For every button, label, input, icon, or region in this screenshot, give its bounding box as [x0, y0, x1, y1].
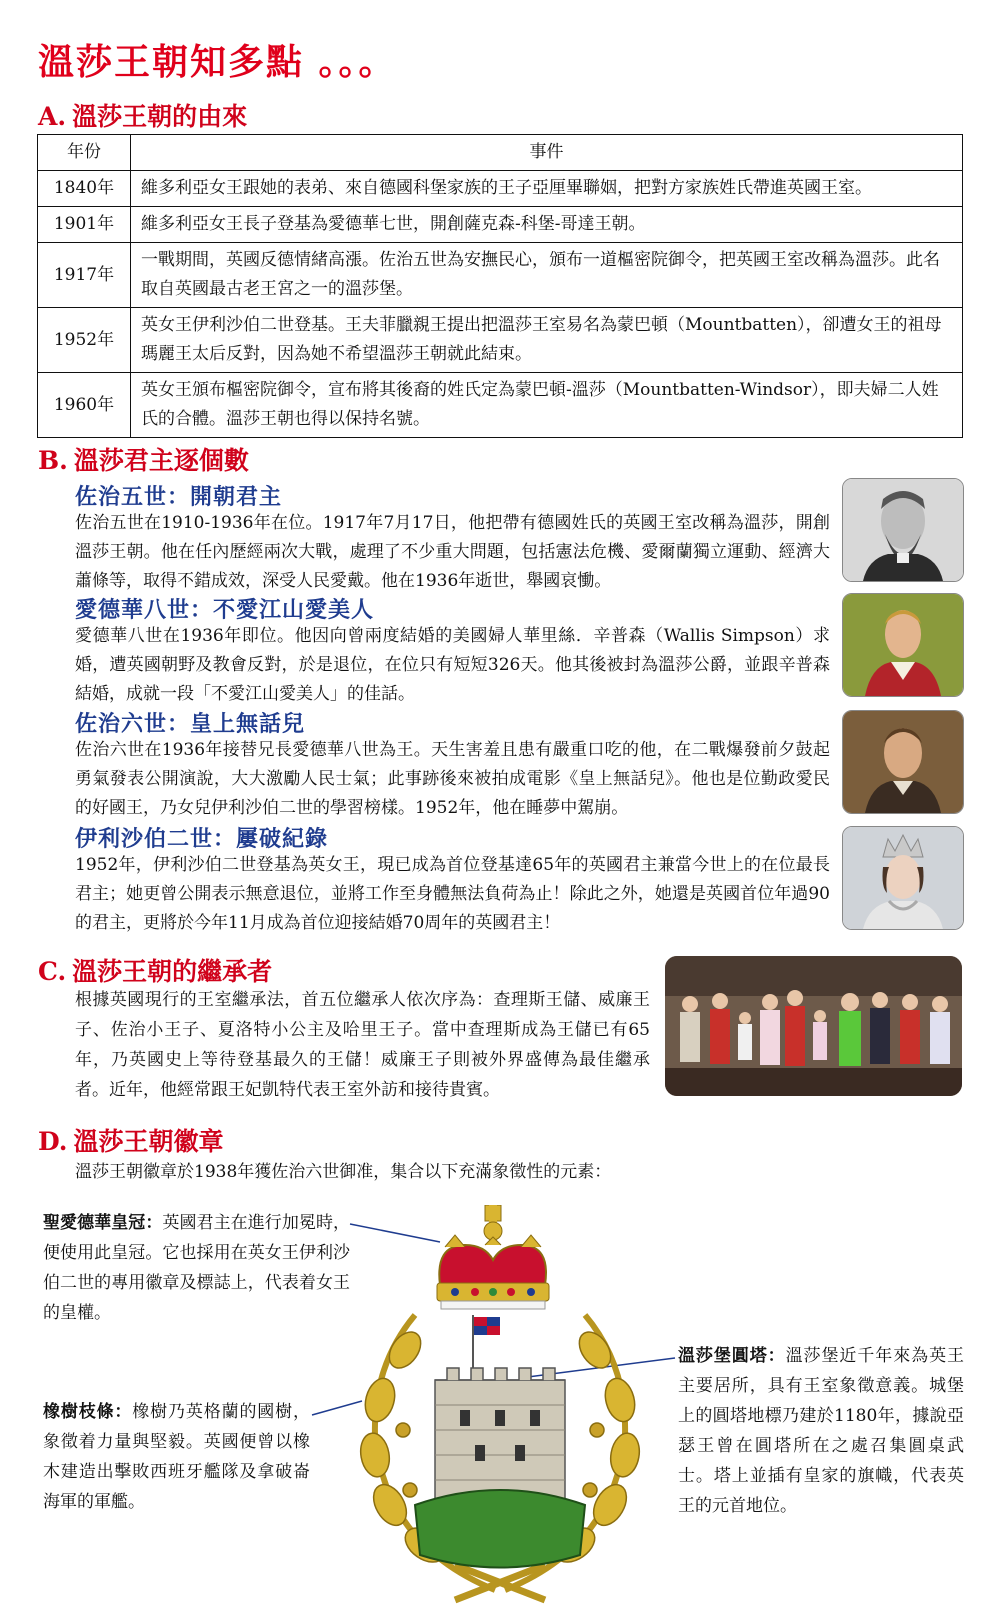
table-row	[38, 243, 963, 308]
section-d-letter: D.	[38, 1127, 68, 1156]
row-event: 一戰期間，英國反德情緒高漲。佐治五世為安撫民心，頒布一道樞密院御令，把英國王室改稱為溫莎。此名取自英國最古老王宮之一的溫莎堡。	[131, 243, 963, 308]
crown-text: 英國君主在進行加冕時，便使用此皇冠。它也採用在英女王伊利沙伯二世的專用徽章及標誌上，代表着女王的皇權。	[43, 1213, 351, 1323]
row-year: 1952年	[38, 308, 131, 373]
section-b-heading: 溫莎君主逐個數	[73, 446, 249, 475]
section-a-title	[38, 97, 247, 133]
row-year: 1901年	[38, 207, 131, 243]
crown-note	[43, 1208, 350, 1328]
row-event: 英女王頒布樞密院御令，宣布將其後裔的姓氏定為蒙巴頓-溫莎（Mountbatten-Windsor），即夫婦二人姓氏的合體。溫莎王朝也得以保持名號。	[131, 373, 963, 438]
portrait-elizabeth-ii	[842, 826, 964, 930]
royal-family-photo-image	[665, 956, 962, 1096]
section-a-letter: A.	[38, 102, 67, 131]
round-tower	[435, 1368, 565, 1500]
section-c-heading: 溫莎王朝的繼承者	[72, 957, 273, 986]
tower-term: 溫莎堡圓塔：	[678, 1346, 786, 1366]
section-b-title	[38, 441, 249, 477]
section-c-title	[38, 952, 272, 988]
section-d-title	[38, 1122, 224, 1158]
oak-text: 橡樹乃英格蘭的國樹，象徵着力量與堅毅。英國便曾以橡木建造出擊敗西班牙艦隊及拿破崙海軍的軍艦。	[43, 1402, 311, 1512]
portrait-edward-viii	[842, 593, 964, 697]
row-year: 1960年	[38, 373, 131, 438]
table-row	[38, 308, 963, 373]
oak-note	[43, 1397, 310, 1517]
st-edwards-crown	[437, 1205, 549, 1309]
green-mound	[415, 1490, 585, 1568]
royal-family-photo	[665, 956, 962, 1096]
table-row	[38, 171, 963, 207]
portrait-george-vi-image	[843, 711, 963, 813]
section-d-intro: 溫莎王朝徽章於1938年獲佐治六世御准，集合以下充滿象徵性的元素：	[75, 1162, 612, 1182]
monarch-title-elizabeth-ii: 伊利沙伯二世：屢破紀錄	[75, 826, 329, 852]
table-row	[38, 373, 963, 438]
monarch-text-george-vi: 佐治六世在1936年接替兄長愛德華八世為王。天生害羞且患有嚴重口吃的他，在二戰爆發前夕鼓起勇氣發表公開演說，大大激勵人民士氣；此事跡後來被拍成電影《皇上無話兒》。他也是位勤政愛民的好國王，乃女兒伊利沙伯二世的學習榜樣。1952年，他在睡夢中駕崩。	[75, 740, 830, 818]
section-a-heading: 溫莎王朝的由來	[72, 102, 248, 131]
row-event: 維多利亞女王長子登基為愛德華七世，開創薩克森-科堡-哥達王朝。	[131, 207, 963, 243]
table-row	[38, 207, 963, 243]
header-event: 事件	[131, 135, 963, 171]
monarch-text-elizabeth-ii: 1952年，伊利沙伯二世登基為英女王，現已成為首位登基達65年的英國君主兼當今世上的在位最長君主；她更曾公開表示無意退位，並將工作至身體無法負荷為止！除此之外，她還是英國首位年過90的君主，更將於今年11月成為首位迎接結婚70周年的英國君主！	[75, 855, 830, 933]
monarch-title-george-v: 佐治五世：開朝君主	[75, 484, 283, 510]
section-c-text: 根據英國現行的王室繼承法，首五位繼承人依次序為：查理斯王儲、威廉王子、佐治小王子、夏洛特小公主及哈里王子。當中查理斯成為王儲已有65年，乃英國史上等待登基最久的王儲！威廉王子則被外界盛傳為最佳繼承者。近年，他經常跟王妃凱特代表王室外訪和接待貴賓。	[75, 990, 650, 1100]
row-year: 1917年	[38, 243, 131, 308]
main-title: 溫莎王朝知多點 。。。	[38, 41, 397, 83]
monarch-title-george-vi: 佐治六世：皇上無話兒	[75, 711, 306, 737]
section-d-heading: 溫莎王朝徽章	[73, 1127, 224, 1156]
monarch-title-edward-viii: 愛德華八世：不愛江山愛美人	[75, 597, 375, 623]
row-event: 維多利亞女王跟她的表弟、來自德國科堡家族的王子亞厘畢聯姻，把對方家族姓氏帶進英國王室。	[131, 171, 963, 207]
windsor-badge-emblem	[345, 1205, 655, 1605]
section-c-letter: C.	[38, 957, 67, 986]
crown-term: 聖愛德華皇冠：	[43, 1213, 163, 1233]
header-year: 年份	[38, 135, 131, 171]
monarch-text-george-v: 佐治五世在1910-1936年在位。1917年7月17日，他把帶有德國姓氏的英國王室改稱為溫莎，開創溫莎王朝。他在任內歷經兩次大戰，處理了不少重大問題，包括憲法危機、愛爾蘭獨立運動、經濟大蕭條等，取得不錯成效，深受人民愛戴。他在1936年逝世，舉國哀慟。	[75, 513, 830, 591]
row-event: 英女王伊利沙伯二世登基。王夫菲臘親王提出把溫莎王室易名為蒙巴頓（Mountbatten），卻遭女王的祖母瑪麗王太后反對，因為她不希望溫莎王朝就此結束。	[131, 308, 963, 373]
tower-text: 溫莎堡近千年來為英王主要居所，具有王室象徵意義。城堡上的圓塔地標乃建於1180年，據說亞瑟王曾在圓塔所在之處召集圓桌武士。塔上並插有皇家的旗幟，代表英王的元首地位。	[678, 1346, 965, 1516]
portrait-george-v	[842, 478, 964, 582]
table-header-row	[38, 135, 963, 171]
row-year: 1840年	[38, 171, 131, 207]
oak-term: 橡樹枝條：	[43, 1402, 133, 1422]
section-b-letter: B.	[38, 446, 68, 475]
monarch-text-edward-viii: 愛德華八世在1936年即位。他因向曾兩度結婚的美國婦人華里絲．辛普森（Wallis Simpson）求婚，遭英國朝野及教會反對，於是退位，在位只有短短326天。他其後被封為溫莎公爵，並跟辛普森結婚，成就一段「不愛江山愛美人」的佳話。	[75, 626, 830, 704]
portrait-george-v-image	[843, 479, 963, 581]
portrait-elizabeth-ii-image	[843, 827, 963, 929]
tower-note	[678, 1341, 964, 1521]
portrait-edward-viii-image	[843, 594, 963, 696]
history-table	[37, 134, 963, 438]
portrait-george-vi	[842, 710, 964, 814]
